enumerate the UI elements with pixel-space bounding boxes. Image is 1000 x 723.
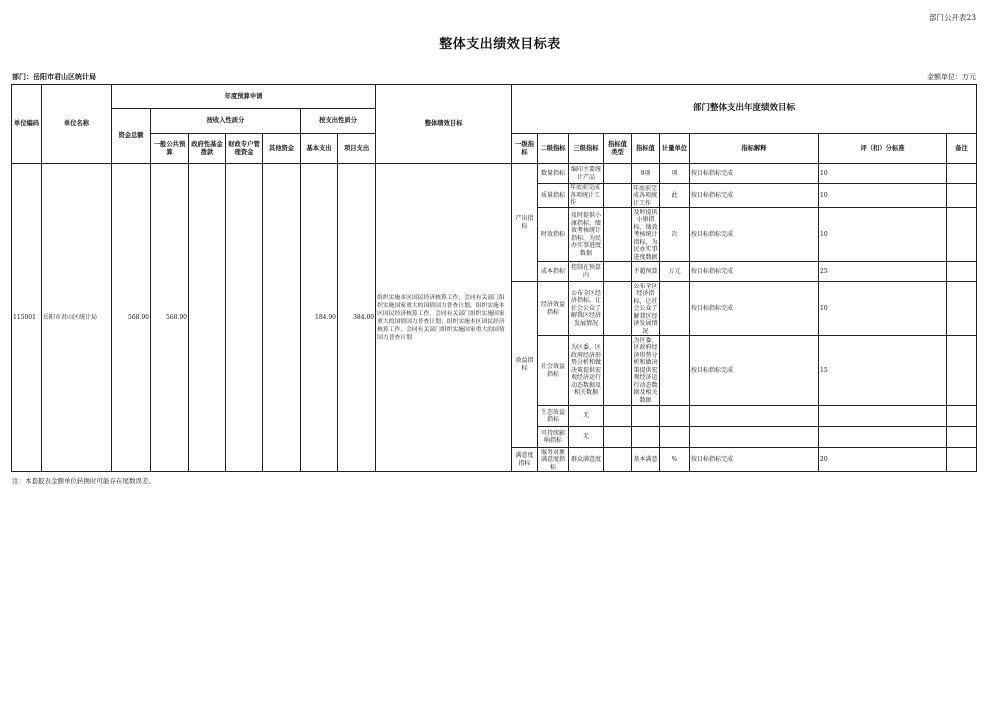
header-scoring: 评（扣）分标准 — [819, 134, 947, 164]
value-type-cell — [604, 208, 632, 262]
value-type-cell — [604, 184, 632, 208]
level2-cell: 质量指标 — [538, 184, 569, 208]
score-cell: 25 — [819, 262, 947, 282]
other-fund-cell — [263, 164, 301, 472]
level3-cell: 编印主要统计产品 — [569, 164, 604, 184]
basic-expense-cell: 184.90 — [301, 164, 338, 472]
value-text: 及时提供小康指标、绩效考核统计指标，为民办实事进度数据 — [633, 208, 658, 261]
table-row — [512, 262, 977, 282]
header-general-budget: 一般公共预算 — [151, 134, 189, 164]
header-by-income: 按收入性质分 — [151, 109, 301, 134]
total-funds-cell: 568.90 — [112, 164, 151, 472]
general-budget-cell: 568.90 — [151, 164, 189, 472]
header-overall-goal: 整体绩效目标 — [376, 85, 512, 164]
table-row — [512, 336, 977, 406]
header-unit-code: 单位编码 — [12, 85, 42, 164]
value-cell: 基本满意 — [632, 448, 660, 472]
remark-cell — [947, 448, 977, 472]
value-type-cell — [604, 262, 632, 282]
level2-cell: 社会效益指标 — [538, 336, 569, 406]
level2-cell: 成本指标 — [538, 262, 569, 282]
explain-cell — [690, 406, 819, 427]
remark-cell — [947, 282, 977, 336]
table-row — [512, 184, 977, 208]
unit-cell: 万元 — [660, 262, 690, 282]
page-title: 整体支出绩效目标表 — [439, 37, 561, 52]
header-remark: 备注 — [947, 134, 977, 164]
unit-cell — [660, 427, 690, 448]
value-cell — [632, 184, 660, 208]
value-type-cell — [604, 427, 632, 448]
level1-output: 产出指标 — [512, 164, 538, 282]
score-cell: 10 — [819, 208, 947, 262]
table-row — [512, 427, 977, 448]
score-cell — [819, 406, 947, 427]
value-cell — [632, 282, 660, 336]
explain-cell: 按目标指标完成 — [690, 184, 819, 208]
level2-cell: 可持续影响指标 — [538, 427, 569, 448]
explain-cell: 按目标指标完成 — [690, 336, 819, 406]
header-by-expense: 按支出性质分 — [301, 109, 376, 134]
table-row — [512, 282, 977, 336]
level1-benefit: 效益指标 — [512, 282, 538, 448]
explain-cell: 按目标指标完成 — [690, 448, 819, 472]
value-type-cell — [604, 336, 632, 406]
unit-cell — [660, 282, 690, 336]
level3-cell: 控制在预算内 — [569, 262, 604, 282]
value-cell — [632, 208, 660, 262]
level3-cell: 无 — [569, 427, 604, 448]
amount-unit-label: 金额单位：万元 — [927, 73, 976, 81]
header-basic-expense: 基本支出 — [301, 134, 338, 164]
level3-cell: 群众满意度 — [569, 448, 604, 472]
table-row — [512, 448, 977, 472]
unit-cell: 此 — [660, 184, 690, 208]
explain-cell: 按目标指标完成 — [690, 164, 819, 184]
goals-table — [511, 84, 977, 472]
header-special-fund: 财政专户管理资金 — [226, 134, 263, 164]
header-project-expense: 项目支出 — [338, 134, 376, 164]
value-cell — [632, 336, 660, 406]
remark-cell — [947, 164, 977, 184]
explain-cell: 按目标指标完成 — [690, 282, 819, 336]
level3-cell: 及时提供小康指标、绩效考核统计指标，为民办实事进度数据 — [569, 208, 604, 262]
score-cell — [819, 427, 947, 448]
level2-cell: 时效指标 — [538, 208, 569, 262]
score-cell: 10 — [819, 282, 947, 336]
footnote: 注：本套报表金额单位转换时可能存在尾数误差。 — [12, 477, 155, 485]
table-row — [512, 164, 977, 184]
score-cell: 20 — [819, 448, 947, 472]
value-type-cell — [604, 164, 632, 184]
header-unit-name: 单位名称 — [42, 85, 112, 164]
remark-cell — [947, 427, 977, 448]
unit-cell: 项 — [660, 164, 690, 184]
unit-cell: 次 — [660, 208, 690, 262]
value-cell — [632, 406, 660, 427]
form-code: 部门公开表23 — [928, 13, 976, 22]
level2-cell — [538, 448, 569, 472]
value-text: 为区委、区政府经济形势分析和做决策提供宏观经济运行动态数据及相关数据 — [633, 336, 658, 404]
overall-goal-cell: 组织实施本区国民经济核算工作，会同有关部门组织实施国家重大的国情国力普查计划，组织实施本区国民经济核算工作，会同有关部门组织实施国家重大的国情国力普查计划；组织实施本区国民经济核算工作，会同有关部门组织实施国家重大的国情国力普查计划 — [376, 164, 512, 472]
department-label: 部门：岳阳市君山区统计局 — [12, 73, 96, 81]
score-cell: 15 — [819, 336, 947, 406]
header-level1: 一级指标 — [512, 134, 538, 164]
remark-cell — [947, 336, 977, 406]
level2-text: 服务对象满意度指标 — [540, 448, 565, 471]
explain-cell — [690, 427, 819, 448]
level3-cell: 年底前完成各项统计工作 — [569, 184, 604, 208]
gov-fund-cell — [189, 164, 226, 472]
header-total-funds: 资金总额 — [112, 109, 151, 164]
unit-code-cell: 115001 — [12, 164, 42, 472]
header-gov-fund: 政府性基金拨款 — [189, 134, 226, 164]
unit-cell — [660, 406, 690, 427]
value-text: 公布全区经济指标，让社会公众了解我区经济发展情况 — [633, 282, 658, 335]
level3-cell: 为区委、区政府经济形势分析和做决策提供宏观经济运行动态数据及相关数据 — [569, 336, 604, 406]
score-cell: 10 — [819, 184, 947, 208]
value-cell: 9项 — [632, 164, 660, 184]
special-fund-cell — [226, 164, 263, 472]
header-level3: 三级指标 — [569, 134, 604, 164]
header-other-fund: 其他资金 — [263, 134, 301, 164]
header-dept-goals: 部门整体支出年度绩效目标 — [512, 85, 977, 134]
level2-cell: 经济效益指标 — [538, 282, 569, 336]
unit-cell — [660, 336, 690, 406]
explain-cell: 按目标指标完成 — [690, 262, 819, 282]
level3-cell: 无 — [569, 406, 604, 427]
header-measure-unit: 计量单位 — [660, 134, 690, 164]
value-type-cell — [604, 406, 632, 427]
table-row — [512, 208, 977, 262]
level3-cell: 公布全区经济指标，让社会公众了解我区经济发展情况 — [569, 282, 604, 336]
level2-cell: 生态效益指标 — [538, 406, 569, 427]
score-cell: 10 — [819, 164, 947, 184]
header-explanation: 指标解释 — [690, 134, 819, 164]
value-type-cell — [604, 282, 632, 336]
remark-cell — [947, 184, 977, 208]
value-type-cell — [604, 448, 632, 472]
budget-table — [11, 84, 512, 472]
level1-satisfaction: 满意度指标 — [512, 448, 538, 472]
unit-cell: % — [660, 448, 690, 472]
value-cell: 不超预算 — [632, 262, 660, 282]
level2-cell: 数量指标 — [538, 164, 569, 184]
project-expense-cell: 384.00 — [338, 164, 376, 472]
unit-name-cell: 岳阳市君山区统计局 — [42, 164, 112, 472]
header-value-type: 指标值类型 — [604, 134, 632, 164]
value-text: 年底前完成各项统计工作 — [633, 184, 658, 207]
header-annual-budget: 年度预算申请 — [112, 85, 376, 109]
table-row — [512, 406, 977, 427]
remark-cell — [947, 208, 977, 262]
header-value: 指标值 — [632, 134, 660, 164]
header-level2: 二级指标 — [538, 134, 569, 164]
remark-cell — [947, 406, 977, 427]
explain-cell: 按目标指标完成 — [690, 208, 819, 262]
value-cell — [632, 427, 660, 448]
remark-cell — [947, 262, 977, 282]
